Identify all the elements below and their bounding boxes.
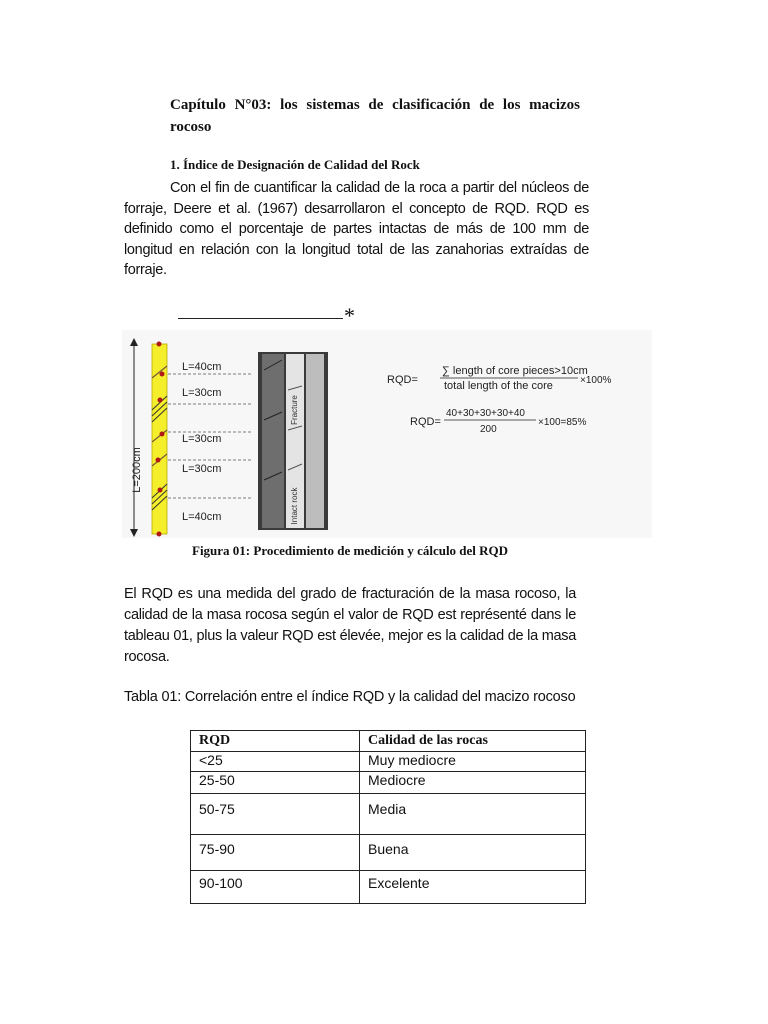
formula-denominator: total length of the core (444, 380, 553, 392)
table-cell-quality: Excelente (360, 871, 586, 904)
table-cell-quality: Buena (360, 835, 586, 871)
table-row (191, 794, 586, 835)
segment-label: L=30cm (182, 433, 222, 445)
table-row (191, 871, 586, 904)
formula-lhs: RQD= (387, 374, 418, 386)
paragraph-rqd-definition-text: Con el fin de cuantificar la calidad de la roca a partir del núcleos de forraje, Deere et al. (1967) desarrollaron el concepto de RQD. RQD es definido como el porcentaje de partes intactas de más de 100 mm de longitud en relación con la longitud total de las zanahorias extraídas de forraje. (124, 180, 589, 278)
rqd-figure-graphic (122, 330, 652, 538)
formula-suffix: ×100% (580, 375, 612, 386)
table-cell-rqd: 75-90 (191, 835, 360, 871)
total-length-label: L=200cm (131, 447, 143, 493)
photo-label-fracture: Fracture (290, 395, 299, 425)
segment-label: L=30cm (182, 387, 222, 399)
asterisk-mark: * (344, 303, 355, 328)
rqd-figure (122, 330, 652, 538)
segment-label: L=40cm (182, 361, 222, 373)
table-cell-rqd: 25-50 (191, 772, 360, 794)
formula-numerator: ∑ length of core pieces>10cm (442, 365, 588, 377)
example-numerator: 40+30+30+30+40 (446, 408, 525, 419)
section-title: 1. Índice de Designación de Calidad del Rock (170, 157, 420, 172)
rqd-example (410, 408, 586, 435)
table-header-rqd: RQD (191, 731, 360, 752)
table-row (191, 835, 586, 871)
segment-label: L=30cm (182, 463, 222, 475)
total-length-arrow (130, 338, 138, 537)
example-suffix: ×100=85% (538, 417, 587, 428)
paragraph-rqd-measure: El RQD es una medida del grado de fracturación de la masa rocoso, la calidad de la masa rocosa según el valor de RQD est représenté dans le tableau 01, plus la valeur RQD est élevée, mejor es la calidad de la masa rocosa. (124, 586, 576, 665)
table-cell-quality: Media (360, 794, 586, 835)
example-denominator: 200 (480, 424, 497, 435)
table-cell-quality: Muy mediocre (360, 752, 586, 772)
table-header-row (191, 731, 586, 752)
figure-caption: Figura 01: Procedimiento de medición y cálculo del RQD (192, 543, 509, 558)
table-header-quality: Calidad de las rocas (360, 731, 586, 752)
table-row (191, 772, 586, 794)
table-cell-quality: Mediocre (360, 772, 586, 794)
paragraph-rqd-definition (124, 178, 589, 281)
rqd-quality-table (190, 730, 586, 904)
table-cell-rqd: <25 (191, 752, 360, 772)
separator-line (178, 318, 343, 319)
table-cell-rqd: 90-100 (191, 871, 360, 904)
table-cell-rqd: 50-75 (191, 794, 360, 835)
segment-label: L=40cm (182, 511, 222, 523)
chapter-title: Capítulo N°03: los sistemas de clasificación de los macizos rocoso (170, 97, 580, 135)
table-caption: Tabla 01: Correlación entre el índice RQD y la calidad del macizo rocoso (124, 689, 576, 705)
photo-label-intact-rock: Intact rock (290, 487, 299, 525)
core-photo (258, 352, 328, 530)
rqd-formula (387, 365, 612, 392)
table-row (191, 752, 586, 772)
example-lhs: RQD= (410, 416, 441, 428)
